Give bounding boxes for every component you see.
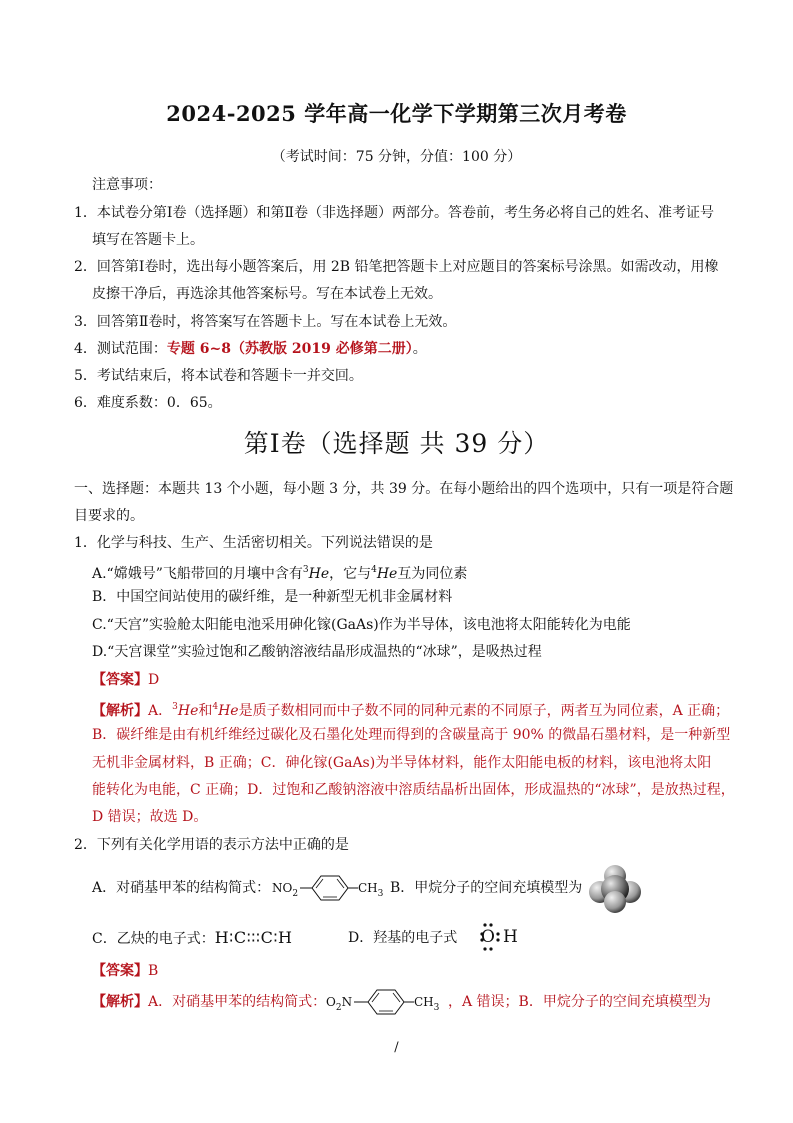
q1-answer: 【答案】D <box>92 672 160 688</box>
notice-item-3: 3．回答第Ⅱ卷时，将答案写在答题卡上。写在本试卷上无效。 <box>74 314 457 330</box>
q1-analysis-line-2: B．碳纤维是由有机纤维经过碳化及石墨化处理而得到的含碳量高于 90% 的微晶石墨材料，是一种新型 <box>92 727 731 743</box>
notice-item-4: 4．测试范围：专题 6~8（苏教版 2019 必修第二册）。 <box>74 341 427 357</box>
q1-option-c: C.“天宫”实验舱太阳能电池采用砷化镓(GaAs)作为半导体，该电池将太阳能转化为电能 <box>92 617 631 633</box>
part-intro: 一、选择题：本题共 13 个小题，每小题 3 分，共 39 分。在每小题给出的四个选项中，只有一项是符合题 <box>74 481 734 497</box>
methane-space-filling-model-icon <box>588 862 642 914</box>
notice-item-2-cont: 皮擦干净后，再选涂其他答案标号。写在本试卷上无效。 <box>92 286 442 302</box>
q1-analysis-line-1: 【解析】A．$^3$He和$^4$He是质子数相同而中子数不同的同种元素的不同原子，两者互为同位素，A 正确； <box>92 702 730 719</box>
q2-answer: 【答案】B <box>92 963 159 979</box>
q2-option-b: B．甲烷分子的空间充填模型为 <box>390 880 583 896</box>
acetylene-electron-formula: H∶C∶∶∶C∶H <box>214 928 293 947</box>
notice-item-5: 5．考试结束后，将本试卷和答题卡一并交回。 <box>74 368 363 384</box>
section-title: 第Ⅰ卷（选择题 共 39 分） <box>243 429 550 458</box>
test-scope: 专题 6~8（苏教版 2019 必修第二册） <box>166 341 413 357</box>
notice-item-6: 6．难度系数：0．65。 <box>74 395 222 411</box>
exam-info: （考试时间：75 分钟，分值：100 分） <box>271 149 522 165</box>
q2-option-c: C．乙炔的电子式：H∶C∶∶∶C∶H <box>92 928 293 947</box>
p-nitrotoluene-structure: $NO_2$ $CH_3$ <box>272 868 388 908</box>
q1-stem: 1．化学与科技、生产、生活密切相关。下列说法错误的是 <box>74 535 433 551</box>
q1-analysis-line-3: 无机非金属材料，B 正确；C．砷化镓(GaAs)为半导体材料，能作太阳能电板的材料，该电池将太阳 <box>92 755 712 771</box>
q2-option-a: A．对硝基甲苯的结构简式： <box>92 880 271 896</box>
q2-analysis-line-1-cont: ，A 错误；B．甲烷分子的空间充填模型为 <box>448 994 711 1010</box>
hydroxyl-electron-formula: O H <box>470 918 524 958</box>
notice-heading: 注意事项： <box>92 177 162 193</box>
part-intro-cont: 目要求的。 <box>74 508 144 524</box>
page-number: / <box>394 1040 399 1055</box>
q1-analysis-line-4: 能转化为电能，C 正确；D．过饱和乙酸钠溶液中溶质结晶析出固体，形成温热的“冰球”，是放热过程， <box>92 782 735 798</box>
q2-stem: 2．下列有关化学用语的表示方法中正确的是 <box>74 837 349 853</box>
q2-option-d: D．羟基的电子式 <box>348 930 458 946</box>
q1-option-d: D.“天宫课堂”实验过饱和乙酸钠溶液结晶形成温热的“冰球”，是吸热过程 <box>92 644 542 660</box>
p-nitrotoluene-structure-analysis: $O_2N$ $CH_3$ <box>326 982 448 1022</box>
q1-analysis-line-5: D 错误；故选 D。 <box>92 809 208 825</box>
notice-item-1: 1．本试卷分第Ⅰ卷（选择题）和第Ⅱ卷（非选择题）两部分。答卷前，考生务必将自己的姓名、准考证号 <box>74 205 714 221</box>
q1-option-a: A.“嫦娥号”飞船带回的月壤中含有$^3$He，它与$^4$He互为同位素 <box>92 565 468 582</box>
q2-analysis-line-1: 【解析】A．对硝基甲苯的结构简式： <box>92 994 327 1010</box>
q1-option-b: B．中国空间站使用的碳纤维，是一种新型无机非金属材料 <box>92 589 453 605</box>
page-title: 2024-2025 学年高一化学下学期第三次月考卷 <box>166 101 627 126</box>
notice-item-1-cont: 填写在答题卡上。 <box>92 232 204 248</box>
notice-item-2: 2．回答第Ⅰ卷时，选出每小题答案后，用 2B 铅笔把答题卡上对应题目的答案标号涂黑。如需改动，用橡 <box>74 259 719 275</box>
